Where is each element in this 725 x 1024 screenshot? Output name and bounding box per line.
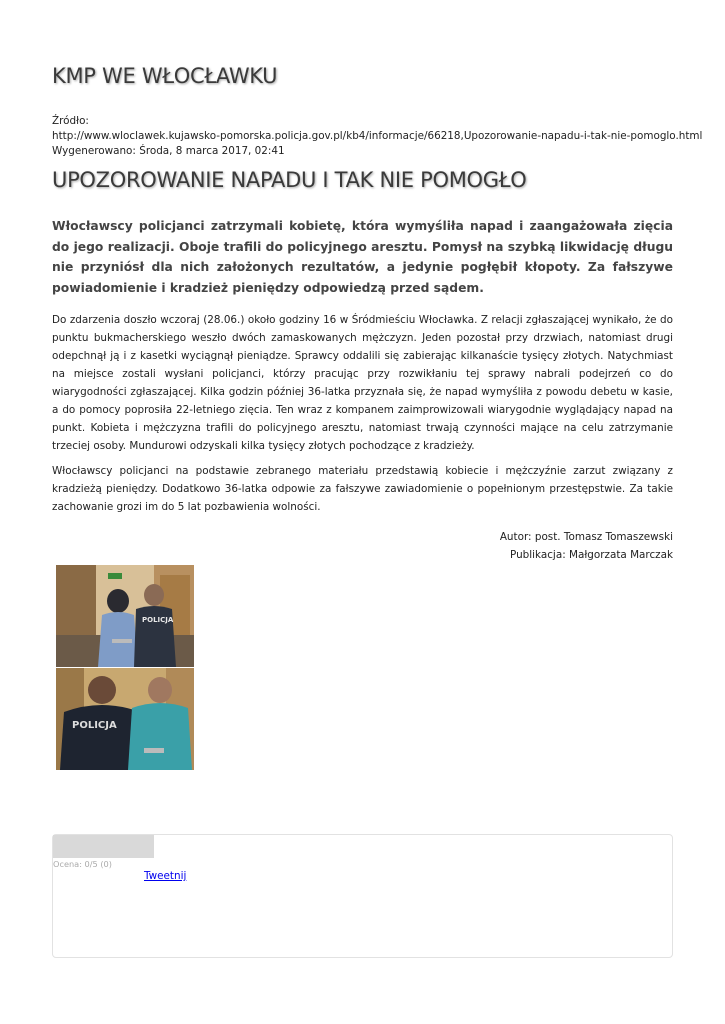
article-paragraph-2: Włocławscy policjanci na podstawie zebranego materiału przedstawią kobiecie i mężczyźnie zarzut związany z kradzieżą pieniędzy. Dodatkowo 36-latka odpowie za fałszywe zawiadomienie o popełnionym przestępstwie. Za takie zachowanie grozi im do 5 lat pozbawienia wolności. bbox=[52, 465, 673, 513]
article-photo-1[interactable] bbox=[56, 565, 194, 667]
rating-stars[interactable] bbox=[53, 835, 154, 858]
social-box bbox=[52, 834, 673, 958]
article-lead: Włocławscy policjanci zatrzymali kobietę, która wymyśliła napad i zaangażowała zięcia do jego realizacji. Oboje trafili do policyjnego aresztu. Pomysł na szybką likwidację długu nie przyniósł dla nich założonych rezultatów, a jedynie pogłębił kłopoty. Za fałszywe powiadomienie i kradzież pieniędzy odpowiedzą przed sądem. bbox=[52, 219, 673, 295]
article-photo-2[interactable] bbox=[56, 668, 194, 770]
photo-2-vest-text: POLICJA bbox=[72, 720, 117, 731]
photo-1-vest-text: POLICJA bbox=[142, 616, 174, 624]
generated-date: Wygenerowano: Środa, 8 marca 2017, 02:41 bbox=[52, 145, 285, 157]
site-title: KMP WE WŁOCŁAWKU bbox=[52, 64, 278, 88]
article-paragraph-1: Do zdarzenia doszło wczoraj (28.06.) około godziny 16 w Śródmieściu Włocławka. Z relacji zgłaszającej wynikało, że do punktu bukmacherskiego weszło dwóch zamaskowanych mężczyzn. Jeden pozostał przy drzwiach, natomiast drugi odepchnął ją i z kasetki wyciągnął pieniądze. Sprawcy oddalili się zabierając kilkanaście tysięcy złotych. Natychmiast na miejsce zostali wysłani policjanci, którzy pracując przy rozwikłaniu tej sprawy nabrali podejrzeń co do wiarygodności zgłaszającej. Kilka godzin później 36-latka przyznała się, że napad wymyśliła z powodu debetu w kasie, a do pomocy poprosiła 22-letniego zięcia. Ten wraz z kompanem zaimprowizowali wiarygodnie wyglądający napad na punkt. Kobieta i mężczyzna trafili do policyjnego aresztu, natomiast trwają czynności mające na celu zatrzymanie trzeciej osoby. Mundurowi odzyskali kilka tysięcy złotych pochodzące z kradzieży. bbox=[52, 314, 673, 452]
tweet-link[interactable]: Tweetnij bbox=[144, 870, 187, 882]
publication: Publikacja: Małgorzata Marczak bbox=[509, 549, 673, 561]
photo-1-image bbox=[56, 565, 194, 667]
author: Autor: post. Tomasz Tomaszewski bbox=[499, 531, 673, 543]
article-credits bbox=[500, 528, 673, 564]
rating-label: Ocena: 0/5 (0) bbox=[53, 859, 112, 869]
source-label: Źródło: bbox=[52, 115, 89, 127]
source-meta bbox=[52, 114, 703, 159]
photo-2-image bbox=[56, 668, 194, 770]
article-title: UPOZOROWANIE NAPADU I TAK NIE POMOGŁO bbox=[52, 168, 527, 192]
source-url: http://www.wloclawek.kujawsko-pomorska.policja.gov.pl/kb4/informacje/66218,Upozorowanie-napadu-i-tak-nie-pomoglo.html bbox=[52, 130, 703, 142]
